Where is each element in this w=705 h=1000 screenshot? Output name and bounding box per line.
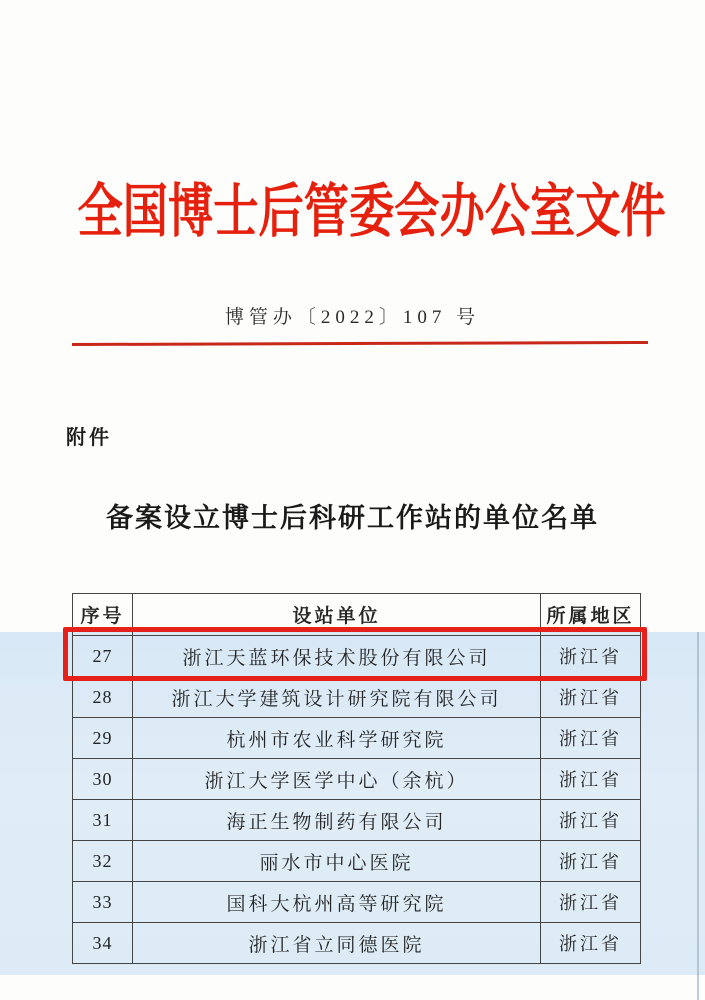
table-row (73, 677, 641, 718)
column-header-region: 所属地区 (541, 594, 641, 636)
table-row (73, 759, 641, 800)
region-cell: 浙江省 (541, 718, 641, 759)
region-cell: 浙江省 (541, 636, 641, 677)
row-number-cell: 34 (73, 923, 133, 964)
region-cell: 浙江省 (541, 841, 641, 882)
row-number-cell: 29 (73, 718, 133, 759)
unit-name-cell: 海正生物制药有限公司 (133, 800, 541, 841)
unit-name-cell: 浙江省立同德医院 (133, 923, 541, 964)
list-title: 备案设立博士后科研工作站的单位名单 (106, 503, 599, 533)
row-number-cell: 31 (73, 800, 133, 841)
region-cell: 浙江省 (541, 923, 641, 964)
table-header-row (73, 594, 641, 636)
row-number-cell: 32 (73, 841, 133, 882)
unit-name-cell: 杭州市农业科学研究院 (133, 718, 541, 759)
table-row (73, 636, 641, 677)
row-number-cell: 28 (73, 677, 133, 718)
region-cell: 浙江省 (541, 759, 641, 800)
scan-edge-shadow (697, 632, 699, 1000)
unit-name-cell: 浙江大学医学中心（余杭） (133, 759, 541, 800)
region-cell: 浙江省 (541, 882, 641, 923)
table-row (73, 718, 641, 759)
region-cell: 浙江省 (541, 800, 641, 841)
document-header-title: 全国博士后管委会办公室文件 (77, 179, 666, 244)
table-row (73, 923, 641, 964)
row-number-cell: 27 (73, 636, 133, 677)
document-number: 博管办〔2022〕107 号 (224, 307, 481, 328)
unit-name-cell: 丽水市中心医院 (133, 841, 541, 882)
row-number-cell: 33 (73, 882, 133, 923)
unit-name-cell: 浙江天蓝环保技术股份有限公司 (133, 636, 541, 677)
table-row (73, 882, 641, 923)
row-number-cell: 30 (73, 759, 133, 800)
column-header-unit: 设站单位 (133, 594, 541, 636)
unit-name-cell: 浙江大学建筑设计研究院有限公司 (133, 677, 541, 718)
unit-name-cell: 国科大杭州高等研究院 (133, 882, 541, 923)
column-header-no: 序号 (73, 594, 133, 636)
station-units-table (72, 593, 641, 964)
table-row (73, 800, 641, 841)
red-divider-rule (72, 341, 648, 346)
table-row (73, 841, 641, 882)
attachment-label: 附件 (66, 427, 112, 449)
region-cell: 浙江省 (541, 677, 641, 718)
